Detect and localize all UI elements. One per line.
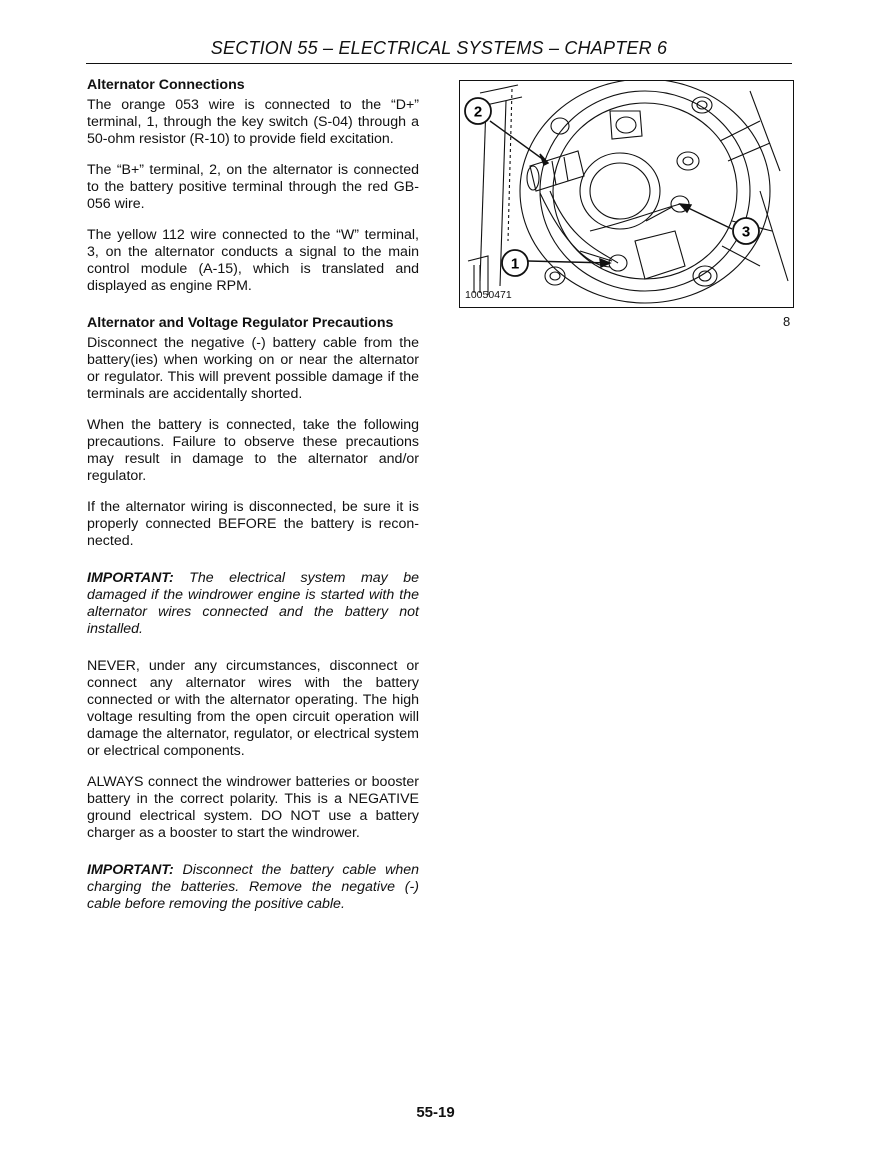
callout-2-label: 2 [473,103,483,121]
important-note-1 [87,570,419,638]
paragraph-battery-connected: When the battery is connected, take the following precautions. Failure to observe these precautions may result in damage to the alternator and/or regulator. [87,417,419,484]
figure-number: 8 [783,314,791,329]
callout-1-icon [500,248,530,278]
callout-1-label: 1 [510,255,520,273]
paragraph-wiring-disconnected: If the alternator wiring is disconnected, be sure it is properly connected BEFORE the battery is recon-nected. [87,499,419,549]
paragraph-w-terminal: The yellow 112 wire connected to the “W” terminal, 3, on the alternator conducts a signal to the main control module (A-15), which is translated and displayed as engine RPM. [87,227,419,294]
important-label-2: IMPORTANT: [87,862,174,878]
alternator-figure [459,80,794,308]
heading-alternator-connections: Alternator Connections [87,77,245,93]
figure-id: 10050471 [465,289,512,301]
paragraph-never: NEVER, under any circumstances, disconnect or connect any alternator wires with the battery connected or with the alternator operating. The high voltage resulting from the open circuit operation will damage the alternator, regulator, or electrical system or electrical components. [87,658,419,759]
paragraph-d-plus-terminal: The orange 053 wire is connected to the “D+” terminal, 1, through the key switch (S-04) through a 50-ohm resistor (R-10) to provide field excitation. [87,97,419,147]
text-column [87,77,419,927]
important-label-1: IMPORTANT: [87,570,174,586]
paragraph-disconnect-negative: Disconnect the negative (-) battery cable from the battery(ies) when working on or near the alternator or regulator. This will prevent possible damage if the terminals are accidentally shorted. [87,335,419,402]
callout-3-icon [731,216,761,246]
paragraph-b-plus-terminal: The “B+” terminal, 2, on the alternator is connected to the battery positive terminal through the red GB-056 wire. [87,162,419,212]
callout-2-icon [463,96,493,126]
page-header: SECTION 55 – ELECTRICAL SYSTEMS – CHAPTER 6 [210,38,668,58]
callout-3-label: 3 [741,223,751,241]
page-number: 55-19 [416,1104,455,1121]
important-text-1: The electrical system may be damaged if the windrower engine is started with the alternator wires connected and the battery not installed. [87,570,419,637]
heading-precautions: Alternator and Voltage Regulator Precautions [87,315,394,331]
important-note-2 [87,862,419,913]
paragraph-always: ALWAYS connect the windrower batteries or booster battery in the correct polarity. This is a NEGATIVE ground electrical system. DO NOT use a battery charger as a booster to start the windrower. [87,774,419,841]
important-text-2: Disconnect the battery cable when charging the batteries. Remove the negative (-) cable before removing the positive cable. [87,862,419,912]
header-rule [86,63,792,64]
